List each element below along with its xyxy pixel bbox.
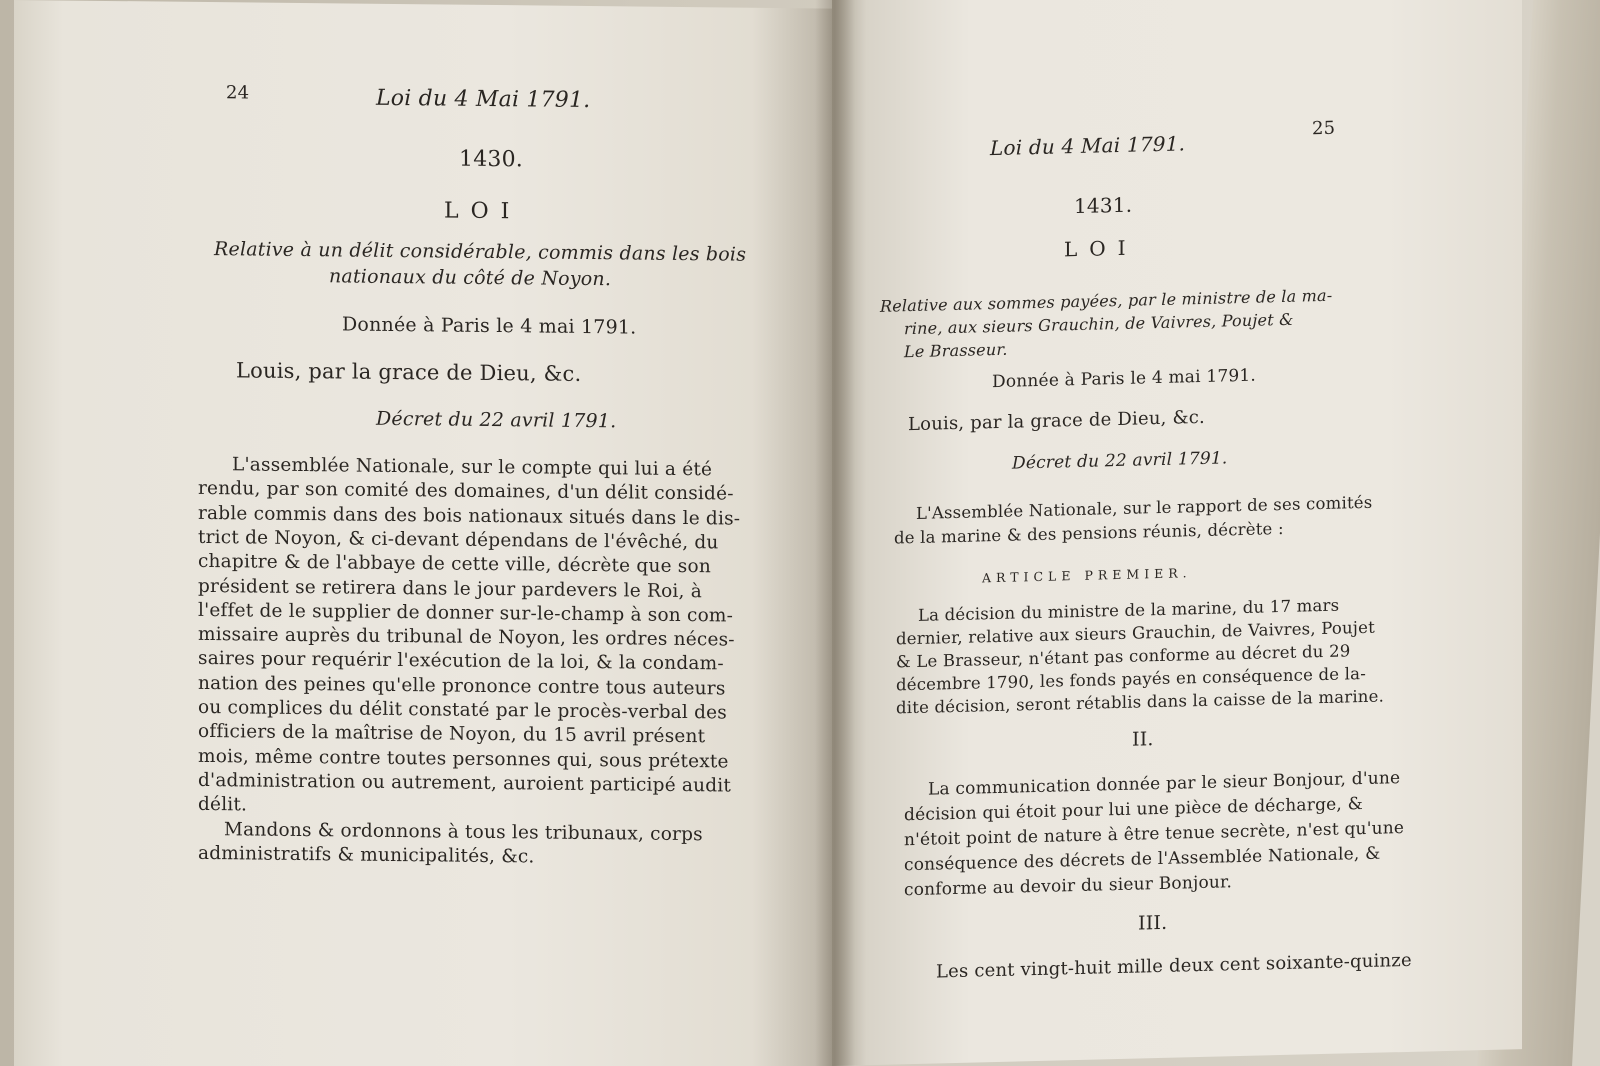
right-body-line: III. [1138, 911, 1168, 935]
right-king: Louis, par la grace de Dieu, &c. [908, 406, 1205, 436]
left-body-line: rendu, par son comité des domaines, d'un délit considé- [198, 478, 734, 505]
left-page [14, 0, 834, 1066]
right-body-line: conforme au devoir du sieur Bonjour. [904, 872, 1233, 901]
left-body-line: saires pour requérir l'exécution de la loi, & la condam- [198, 648, 724, 675]
right-body-line: n'étoit point de nature à être tenue secrète, n'est qu'une [904, 818, 1405, 851]
left-body-line: trict de Noyon, & ci-devant dépendans de l'évêché, du [198, 526, 719, 554]
right-law-number: 1431. [1074, 192, 1133, 219]
right-body-line: Les cent vingt-huit mille deux cent soixante-quinze [936, 949, 1412, 983]
left-given: Donnée à Paris le 4 mai 1791. [342, 313, 637, 339]
right-body-line: de la marine & des pensions réunis, décrète : [894, 518, 1284, 548]
book-gutter [815, 0, 855, 1066]
right-page [832, 0, 1522, 1066]
left-body-line: L'assemblée Nationale, sur le compte qui lui a été [232, 454, 713, 481]
right-body-line: dite décision, seront rétablis dans la caisse de la marine. [896, 686, 1385, 718]
right-body-line: conséquence des décrets de l'Assemblée Nationale, & [904, 843, 1381, 876]
left-body-line: président se retirera dans le jour pardevers le Roi, à [198, 575, 702, 602]
right-body-line: II. [1132, 728, 1154, 751]
left-body-line: rable commis dans des bois nationaux situés dans le dis- [198, 502, 741, 530]
left-body-line: officiers de la maîtrise de Noyon, du 15 avril présent [198, 721, 706, 748]
right-body-line: L'Assemblée Nationale, sur le rapport de ses comités [916, 492, 1373, 523]
right-decree: Décret du 22 avril 1791. [1012, 448, 1228, 474]
left-body-line: nation des peines qu'elle prononce contre tous auteurs [198, 672, 726, 700]
left-body-line: mois, même contre toutes personnes qui, sous prétexte [198, 745, 729, 773]
left-running-head: Loi du 4 Mai 1791. [376, 85, 591, 114]
right-subject-line-2: rine, aux sieurs Grauchin, de Vaivres, Poujet & [904, 309, 1294, 339]
left-subject-line-1: Relative à un délit considérable, commis dans les bois [214, 238, 747, 266]
right-running-head: Loi du 4 Mai 1791. [990, 131, 1186, 161]
left-body-line: ou complices du délit constaté par le procès-verbal des [198, 696, 727, 724]
right-body-line: & Le Brasseur, n'étant pas conforme au décret du 29 [896, 641, 1351, 672]
right-body-line: décembre 1790, les fonds payés en conséquence de la- [896, 663, 1366, 695]
left-body-line: l'effet de le supplier de donner sur-le-champ à son com- [198, 599, 734, 627]
right-body-line: ARTICLE PREMIER. [982, 565, 1192, 586]
left-body-line: Mandons & ordonnons à tous les tribunaux, corps [224, 818, 703, 845]
left-subject-line-2: nationaux du côté de Noyon. [329, 265, 612, 291]
right-body-line: décision qui étoit pour lui une pièce de décharge, & [904, 794, 1363, 826]
right-subject-line-1: Relative aux sommes payées, par le ministre de la ma- [880, 285, 1333, 316]
right-body-line: La décision du ministre de la marine, du 17 mars [918, 595, 1340, 625]
left-king: Louis, par la grace de Dieu, &c. [236, 358, 582, 386]
right-law-title: LOI [1064, 235, 1138, 262]
left-body-line: délit. [198, 794, 248, 816]
right-given: Donnée à Paris le 4 mai 1791. [992, 365, 1257, 393]
left-decree: Décret du 22 avril 1791. [376, 407, 617, 433]
left-page-number: 24 [226, 82, 250, 104]
right-subject-line-3: Le Brasseur. [904, 339, 1008, 362]
left-law-title: LOI [444, 198, 522, 225]
right-page-number: 25 [1312, 117, 1336, 140]
left-body-line: administratifs & municipalités, &c. [198, 842, 535, 868]
left-body-line: d'administration ou autrement, auroient participé audit [198, 769, 732, 797]
right-body-line: dernier, relative aux sieurs Grauchin, de Vaivres, Poujet [896, 617, 1375, 649]
left-body-line: chapitre & de l'abbaye de cette ville, décrète que son [198, 551, 711, 578]
left-law-number: 1430. [459, 146, 523, 173]
left-body-line: missaire auprès du tribunal de Noyon, les ordres néces- [198, 624, 735, 651]
right-body-line: La communication donnée par le sieur Bonjour, d'une [928, 768, 1401, 800]
